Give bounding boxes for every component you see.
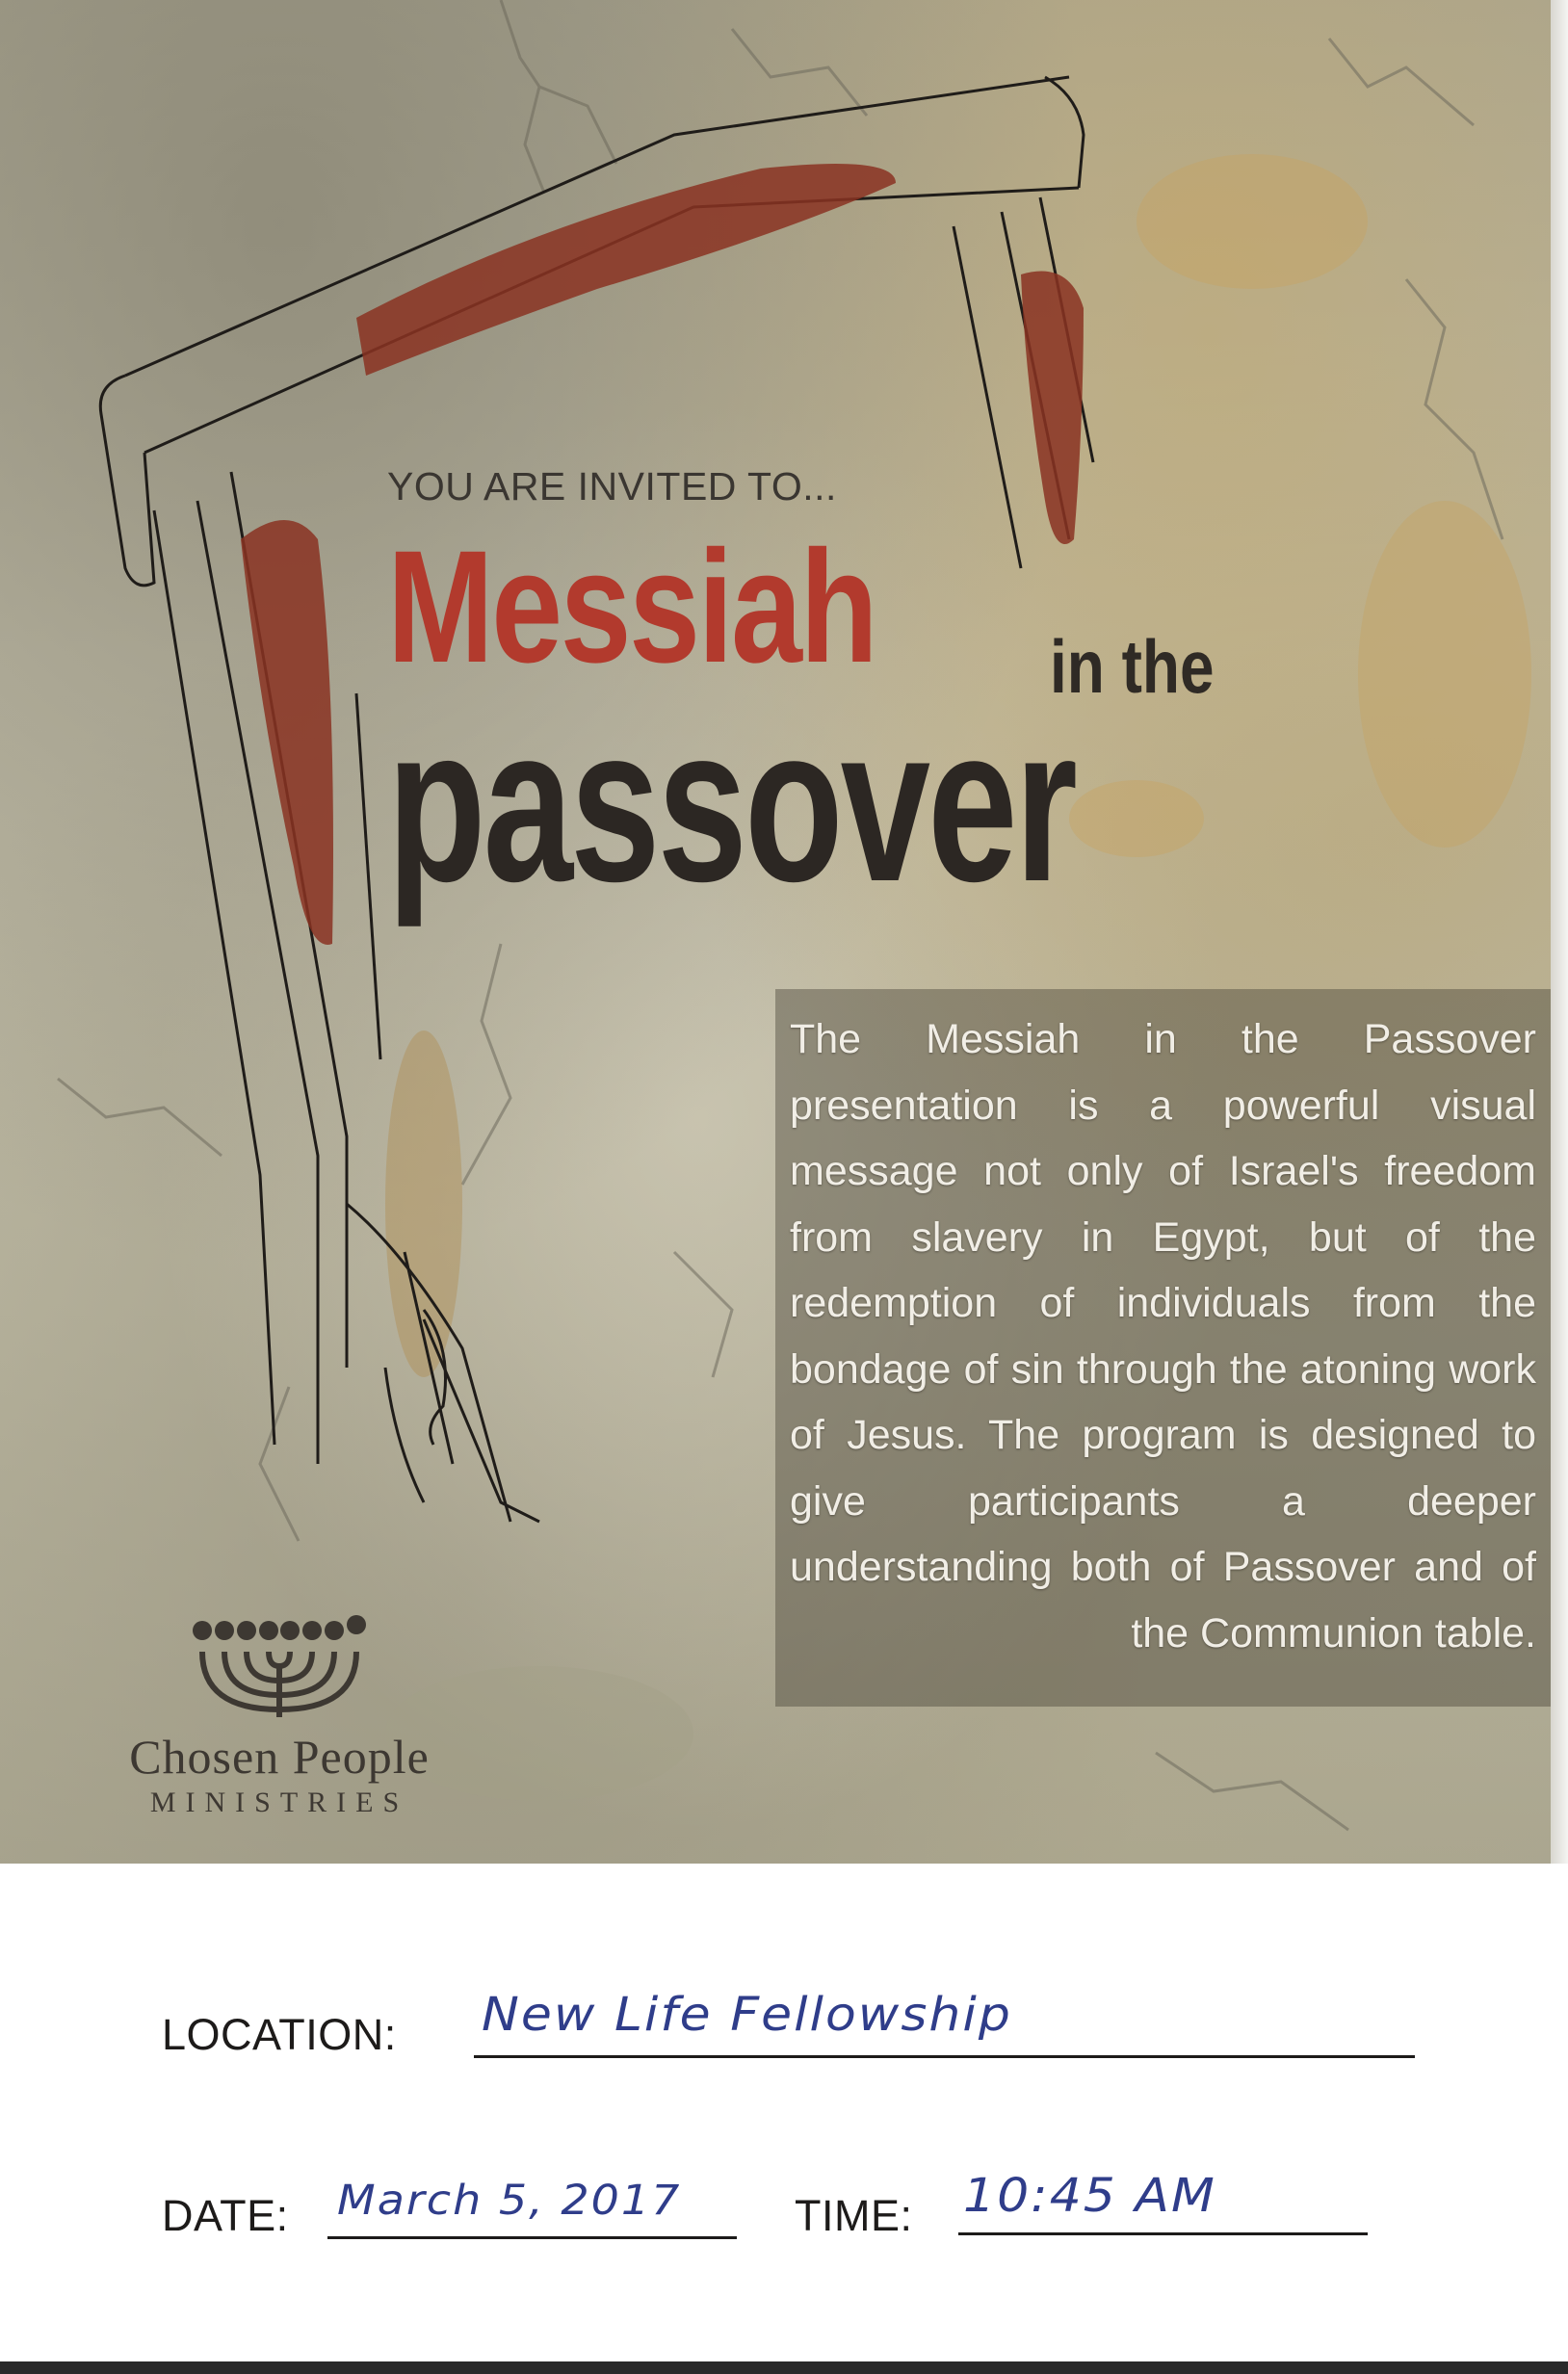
time-value[interactable]: 10:45 AM: [963, 2169, 1216, 2223]
date-line: [327, 2236, 737, 2239]
menorah-icon: [193, 1613, 366, 1719]
description-text: The Messiah in the Passover presentation is a powerful visual message not only of Israel's freedom from slavery in Egypt, but of the redemption of individuals from the bondage of sin through the atoning work of Jesus. The program is designed to give participants a deeper understanding both of Passover and of the Communion table.: [790, 1016, 1536, 1657]
organization-logo: [67, 1613, 491, 1825]
location-label: LOCATION:: [162, 2010, 397, 2059]
title-in-the: in the: [1050, 624, 1215, 709]
title-passover: passover: [387, 680, 1075, 927]
title-messiah: Messiah: [387, 518, 876, 696]
organization-subtitle: MINISTRIES: [149, 1787, 409, 1818]
scan-bottom-edge: [0, 2361, 1568, 2374]
time-line: [958, 2232, 1368, 2235]
time-label: TIME:: [795, 2191, 913, 2240]
organization-name: Chosen People: [129, 1730, 430, 1784]
paper-edge: [1551, 0, 1568, 1864]
date-label: DATE:: [162, 2191, 289, 2240]
location-value[interactable]: New Life Fellowship: [482, 1988, 1012, 2042]
location-line: [474, 2055, 1415, 2058]
date-value[interactable]: March 5, 2017: [337, 2176, 682, 2224]
invitation-intro: YOU ARE INVITED TO...: [387, 464, 837, 509]
